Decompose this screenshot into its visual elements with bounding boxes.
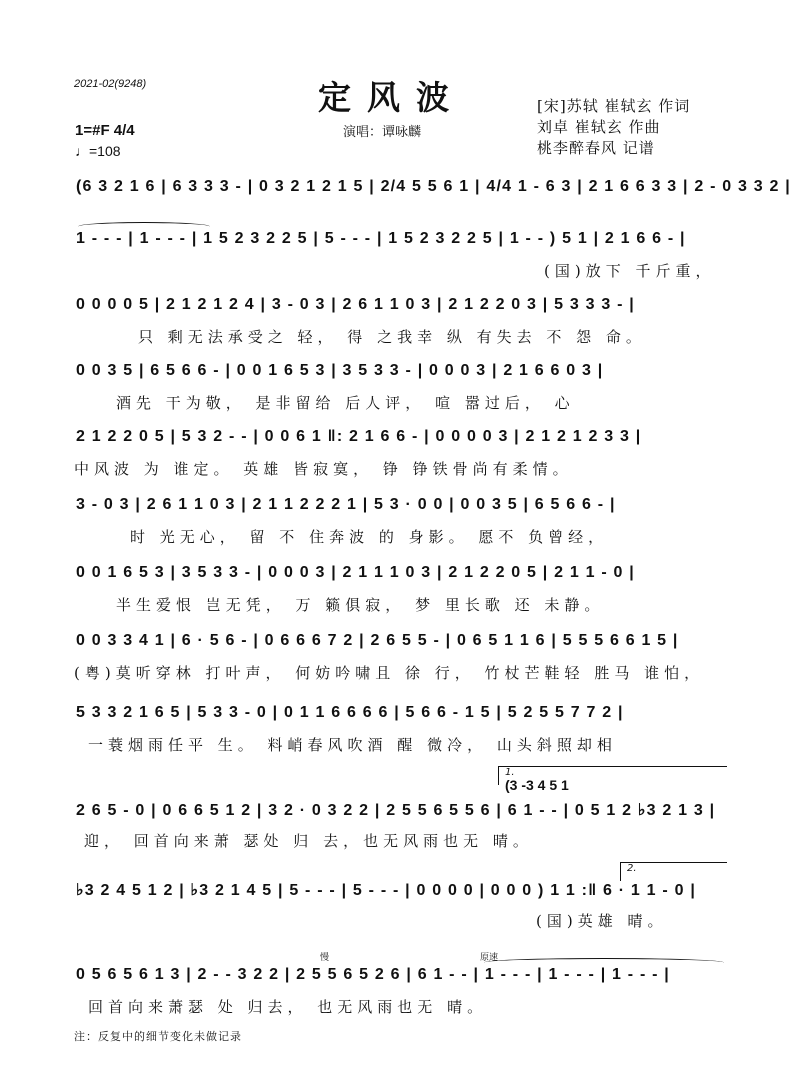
row-notes: 0 0 0 0 5 | 2 1 2 1 2 4 | 3 - 0 3 | 2 6 1 1 0 3 | 2 1 2 2 0 3 | 5 3 3 3 - | [76,296,635,313]
composer-credit: 刘卓 崔轼玄 作曲 [537,118,661,136]
row-notes: 0 0 3 3 4 1 | 6 · 5 6 - | 0 6 6 6 7 2 | 2 6 5 5 - | 0 6 5 1 1 6 | 5 5 5 6 6 1 5 | [76,632,679,649]
score-row-4 [74,362,726,418]
score-row-10 [74,800,726,856]
second-ending-label: 2. [627,863,637,874]
lyricist-credit: [宋]苏轼 崔轼玄 作词 [537,97,691,115]
score-code: 2021-02(9248) [74,78,147,90]
score-row-9 [74,704,726,760]
second-ending-bracket [620,862,727,881]
row-notes: (6 3 2 1 6 | 6 3 3 3 - | 0 3 2 1 2 1 5 | 2/4 5 5 6 1 | 4/4 1 - 6 3 | 2 1 6 6 3 3 | 2 - 0 3 3 2 | [76,178,791,195]
row-lyrics: 只 剩无法承受之 轻， 得 之我幸 纵 有失去 不 怨 命。 [138,328,646,346]
score-row-11 [74,880,726,936]
row-lyrics: 一蓑烟雨任平 生。 料峭春风吹酒 醒 微冷， 山头斜照却相 [88,736,617,754]
row-lyrics: 半生爱恨 岂无凭， 万 籁俱寂， 梦 里长歌 还 未静。 [116,596,605,614]
row-lyrics: (国)放下 千斤重， [544,262,716,280]
score-row-2 [74,230,726,286]
score-row-8 [74,632,726,688]
score-row-6 [74,496,726,552]
first-ending-label: 1. [505,767,515,778]
transcriber-credit: 桃李醉春风 记谱 [537,139,655,157]
score-row-3 [74,296,726,352]
footnote: 注：反复中的细节变化未做记录 [74,1030,242,1043]
first-ending-notes: (3 -3 4 5 1 [505,777,569,793]
tempo-mark: ♩=108 [75,143,121,159]
row-notes: 2 1 2 2 0 5 | 5 3 2 - - | 0 0 6 1 ‖: 2 1 6 6 - | 0 0 0 0 3 | 2 1 2 1 2 3 3 | [76,428,642,445]
row-notes: 0 0 1 6 5 3 | 3 5 3 3 - | 0 0 0 3 | 2 1 1 1 0 3 | 2 1 2 2 0 5 | 2 1 1 - 0 | [76,564,635,581]
row-lyrics: 迎， 回首向来萧 瑟处 归 去，也无风雨也无 晴。 [84,832,533,850]
author-credits [537,96,690,159]
row-notes: 2 6 5 - 0 | 0 6 6 5 1 2 | 3 2 · 0 3 2 2 | 2 5 5 6 5 5 6 | 6 1 - - | 0 5 1 2 ♭3 2 1 3 | [76,802,716,819]
key-signature: 1=#F 4/4 [75,122,135,139]
row-notes: 0 5 6 5 6 1 3 | 2 - - 3 2 2 | 2 5 5 6 5 2 6 | 6 1 - - | 1 - - - | 1 - - - | 1 - - - | [76,966,670,983]
row-lyrics: 酒先 干为敬， 是非留给 后人评， 喧 嚣过后， 心 [116,394,575,412]
original-tempo-marking: 原速 [480,953,499,963]
row-lyrics: 时 光无心， 留 不 住奔波 的 身影。 愿不 负曾经， [130,528,609,546]
score-row-12 [74,966,726,1022]
row-notes: 0 0 3 5 | 6 5 6 6 - | 0 0 1 6 5 3 | 3 5 3 3 - | 0 0 0 3 | 2 1 6 6 0 3 | [76,362,604,379]
score-row-7 [74,564,726,620]
score-row-5 [74,428,726,484]
first-ending-bracket [498,766,727,793]
row-notes: 1 - - - | 1 - - - | 1 5 2 3 2 2 5 | 5 - - - | 1 5 2 3 2 2 5 | 1 - - ) 5 1 | 2 1 6 6 - | [76,230,686,247]
row-lyrics: (粤)莫听穿林 打叶声， 何妨吟啸且 徐 行， 竹杖芒鞋轻 胜马 谁怕， [74,664,705,682]
row-lyrics: 中风波 为 谁定。 英雄 皆寂寞， 铮 铮铁骨尚有柔情。 [74,460,573,478]
row-lyrics: 回首向来萧瑟 处 归去， 也无风雨也无 晴。 [88,998,488,1016]
row-lyrics: (国)英雄 晴。 [536,912,668,930]
slow-marking: 慢 [320,953,330,963]
row-notes: ♭3 2 4 5 1 2 | ♭3 2 1 4 5 | 5 - - - | 5 - - - | 0 0 0 0 | 0 0 0 ) 1 1 :‖ 6 · 1 1 - 0 | [76,882,697,899]
song-title: 定风波 [318,78,465,117]
row-notes: 3 - 0 3 | 2 6 1 1 0 3 | 2 1 1 2 2 2 1 | 5 3 · 0 0 | 0 0 3 5 | 6 5 6 6 - | [76,496,616,513]
singer-credit: 演唱：谭咏麟 [343,125,422,140]
row-notes: 5 3 3 2 1 6 5 | 5 3 3 - 0 | 0 1 1 6 6 6 6 | 5 6 6 - 1 5 | 5 2 5 5 7 7 2 | [76,704,624,721]
